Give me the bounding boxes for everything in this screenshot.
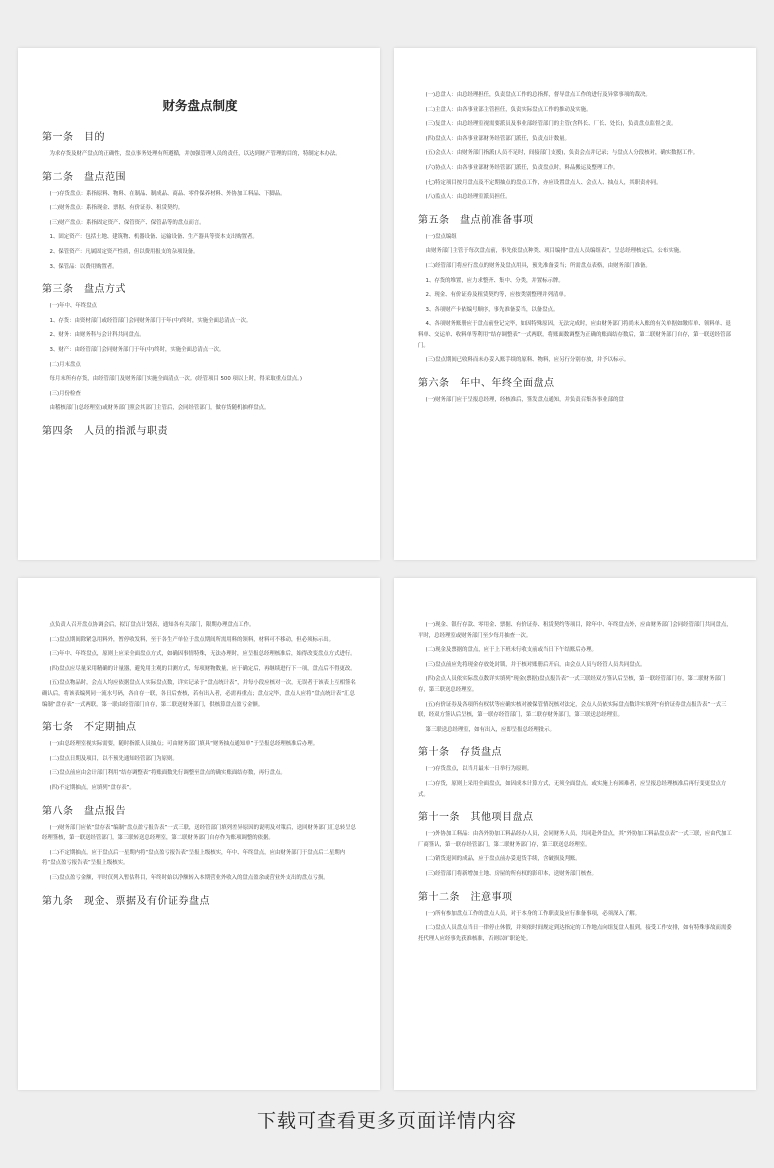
paragraph: (三)财产盘点：系指固定资产、保管资产、保管品等的盘点而言。 xyxy=(49,219,205,226)
paragraph: (二)现金及票据的盘点，应于上下班未行收支前或当日下午结账后办理。 xyxy=(425,647,597,654)
paragraph: 每月末所有存货，由经管部门及财务部门实施全面清点一次。(经管项目 500 项以上时，得采取重点盘点。) xyxy=(49,376,302,383)
paragraph: (二)存货，原则上采用全面盘点，如因成本计算方式，无须全面盘点，或实施上有困难者，应呈报总经理核准后再行变更盘点方式。 xyxy=(418,780,727,798)
paragraph: (三)经管部门将新增加土地、房屋的所有权的影印本，送财务部门核查。 xyxy=(425,870,597,877)
paragraph: (二)盘点人员盘点当日一律停止休假，并须依时间规定到达指定的工作地点向组复盘人报到，接受工作安排，如有特殊事故而需委托代理人应经事先获准核准，否则以旷职论处。 xyxy=(418,925,732,942)
paragraph: (二)盘点日期及项目，以不预先通知经管部门为原则。 xyxy=(49,755,178,762)
paragraph: (三)年中、年终盘点，原则上应采全面盘点方式，如确因事情特殊，无法办理时，应呈报总经理核准后，始得改变盘点方式进行。 xyxy=(49,651,356,658)
paragraph: 第三联送总经理室，如有出入，应即呈报总经理批示。 xyxy=(425,726,555,733)
paragraph: (一)盘点编组 xyxy=(425,233,457,240)
paragraph: (一)存货盘点：系指原料、物料、在制品、制成品、商品、零件保养材料、外协加工料品、下脚品。 xyxy=(49,190,286,197)
paragraph: 由财务部门主管于每次盘点前，事先依盘点种类、项目编排“盘点人员编组表”，呈总经理核定后，公布实施。 xyxy=(425,248,685,255)
paragraph: (一)外协加工料品：由各外协加工料品经办人员，会同财务人员，共同赴外盘点，其“外协加工料品盘点表”一式三联，应由代加工厂商签认，第一联存经管部门，第二联财务部门存，第三联送总经理室。 xyxy=(418,831,732,848)
section-heading: 第十一条 其他项目盘点 xyxy=(418,812,534,824)
document-page-3 xyxy=(18,578,380,1090)
section-heading: 第一条 目的 xyxy=(42,132,105,143)
paragraph: (五)会点人：由财务部门指派(人员不足时，间接部门支援)，负责会点并记录；与盘点人分段核对，确实数据工作。 xyxy=(425,150,699,157)
paragraph: 2、保管资产：凡属固定资产性质，但以费用报支的杂项设备。 xyxy=(49,248,199,255)
paragraph: (一)所有参加盘点工作的盘点人员，对于本身的工作职责及应行准备事项，必须深入了解。 xyxy=(425,910,640,917)
section-heading: 第四条 人员的指派与职责 xyxy=(42,425,168,437)
paragraph: (三)盘点前应由会计部门利用“结存调整表”将账面数先行调整至盘点的确实账面结存数，再行盘点。 xyxy=(49,770,286,777)
paragraph: (三)盘点盈亏金额，平时仅列入暂估科目，年终时始以净额转入本期营业外收入的盘点盈余或营业外支出的盘点亏损。 xyxy=(49,874,329,881)
section-heading: 第八条 盘点报告 xyxy=(42,805,126,817)
paragraph: (四)会点人员依实际盘点数详实填列“现金(票据)盘点报告表”一式三联经双方签认后呈核，第一联经管部门存，第二联财务部门存，第三联送总经理室。 xyxy=(418,676,726,693)
paragraph: (一)现金、银行存款、零用金、票据、有价证券、租赁契约等项目，除年中、年终盘点外，应由财务部门会同经管部门共同盘点，平时，总经理室或财务部门至少每月抽查一次。 xyxy=(418,622,732,639)
document-page-2 xyxy=(394,48,756,560)
paragraph: (三)复盘人：由总经理室视需要派员及事业部经管部门的主管(含科长、厂长、处长)，负责盘点监督之责。 xyxy=(425,121,677,128)
section-heading: 第七条 不定期抽点 xyxy=(42,722,137,734)
paragraph: (一)财务部门应依“盘存表”编制“盘点盈亏报告表”一式三联，送经管部门填列差异原因的说明及对策后，送回财务部门汇总转呈总经理签核，第一联送经管部门，第三联转送总经理室，第二联财务部门自存作为账项调整的依据。 xyxy=(42,824,357,842)
section-heading: 第六条 年中、年终全面盘点 xyxy=(418,377,555,389)
paragraph: (二)主盘人：由各事业部主管担任，负责实际盘点工作的推动及实施。 xyxy=(425,106,592,113)
paragraph: 4、各项财务账册应于盘点前登记完毕，如因特殊原因，无法完成时，应由财务部门将尚未入账的有关单据如缴库单、领料单、退料单、交运单、收料单等利用“结存调整表”一式两联，将账面数调整为正确的账面结存数后，第二联财务部门自存，第一联送经管部门。 xyxy=(418,321,731,349)
paragraph: (四)盘点应尽量采用精确的计量器，避免用主观的目测方式，每项财物数量，应于确定后，再继续进行下一项，盘点后不得更改。 xyxy=(49,665,356,672)
paragraph: (二)盘点期间除紧急用料外，暂停收发料，至于各生产单位于盘点期间所需用料的领料，材料可不移动，但必须标示出。 xyxy=(49,636,335,643)
paragraph: 为求存货及财产盘点的正确性，盘点事务处理有所遵循，并加强管理人员的责任，以达到财产管理的目的，特制定本办法。 xyxy=(49,151,341,157)
paragraph: (一)存货盘点，以当月最末一日举行为原则。 xyxy=(425,766,533,773)
document-page-4 xyxy=(394,578,756,1090)
paragraph: (八)监点人：由总经理室派员担任。 xyxy=(425,194,511,201)
paragraph: 2、财务：由财务科与会计科共同盘点。 xyxy=(49,332,145,339)
paragraph: 3、财产：由经管部门会同财务部门于年(中)终时，实施全面总清点一次。 xyxy=(49,346,225,353)
section-heading: 第十二条 注意事项 xyxy=(418,891,513,903)
section-heading: 第五条 盘点前准备事项 xyxy=(418,214,534,226)
paragraph: (二)经管部门将应行盘点的财务及盘点用具，预先准备妥当；所需盘点表格，由财务部门准备。 xyxy=(425,262,651,269)
download-more-prompt[interactable]: 下载可查看更多页面详情内容 xyxy=(256,1110,517,1132)
paragraph: 3、保管品：以费用购置者。 xyxy=(49,263,118,270)
document-page-1 xyxy=(18,48,380,560)
paragraph: (一)由总经理室视实际需要，随时指派人员抽点；可由财务部门填具“财务抽点通知单”于呈报总经理核准后办理。 xyxy=(49,741,319,748)
paragraph: 1、固定资产：包括土地、建筑物、机器设备、运输设备、生产器具等资本支出购置者。 xyxy=(49,234,258,241)
paragraph: 1、存货的堆置，应力求整齐、集中、分类，并置标示牌。 xyxy=(425,277,564,284)
paragraph: (五)盘点物品时，会点人均应依据盘点人实际盘点数，详实记录于“盘点统计表”，并每小段应核对一次，无误者于该表上互相签名确认后，将该表编列同一流水号码，各自存一联，各日后查核，若有出入者，必需再重点；盘点完毕，盘点人应将“盘点统计表”汇总编制“盘存表”一式两联，第一联由经管部门自存，第二联送财务部门，供核算盘点盈亏金额。 xyxy=(42,680,356,708)
paragraph: (三)月份检查 xyxy=(49,390,81,397)
paragraph: (一)财务部门应于呈报总经理，经核准后，签发盘点通知，并负责召集各事业部的盘 xyxy=(425,396,624,403)
paragraph: (三)盘点期间已收料而未办妥入账手续的原料、物料，应另行分别存放，并予以标示。 xyxy=(425,357,630,364)
paragraph: (一)总盘人：由总经理担任，负责盘点工作的总指挥，督导盘点工作的进行及异常事项的裁决。 xyxy=(425,92,651,98)
paragraph: (四)盘点人：由各事业部财务经管部门派任，负责点计数量。 xyxy=(425,135,570,142)
paragraph: (二)月末盘点 xyxy=(49,361,81,368)
paragraph: (二)不定期抽点，应于盘点后一星期内将“盘点盈亏报告表”呈报上级核实，年中、年终盘点，应由财务部门于盘点后二星期内将“盘点盈亏报告表”呈报上级核实。 xyxy=(42,849,346,867)
paragraph: 2、现金、有价证券及租赁契约等，应按类别整理并列清单。 xyxy=(425,292,570,299)
paragraph: (四)不定期抽点，应填列“盘存表”。 xyxy=(49,784,135,791)
paragraph: 1、存货：由资材部门或经管部门会同财务部门于年(中)终时，实施全面总清点一次。 xyxy=(49,317,252,324)
paragraph: (二)财务盘点：系指现金、票据、有价证券、租赁契约。 xyxy=(49,205,184,212)
document-title: 财务盘点制度 xyxy=(162,98,238,113)
paragraph: (七)特定项目按月盘点及不定期抽点的盘点工作，亦应设置盘点人、会点人、抽点人，其职责亦同。 xyxy=(425,179,662,186)
paragraph: (六)协点人：由各事业部财务经管部门派任，负责盘点时，料品搬运及整理工作。 xyxy=(425,164,619,171)
section-heading: 第十条 存货盘点 xyxy=(418,747,502,759)
paragraph: (一)年中、年终盘点 xyxy=(49,303,97,310)
section-heading: 第二条 盘点范围 xyxy=(42,171,126,183)
paragraph: 点负责人召开盘点协调会后，拟订盘点计划表，通知各有关部门，限期办理盘点工作。 xyxy=(49,622,255,628)
section-heading: 第三条 盘点方式 xyxy=(42,284,126,296)
paragraph: 3、各项财产卡依编号顺序，事先准备妥当，以备盘点。 xyxy=(425,306,559,313)
paragraph: (三)盘点前应先将现金存放处封锁，并于核对账册后开启，由会点人员与经管人员共同盘点。 xyxy=(425,661,646,668)
paragraph: 由稽核部门(总经理室)或财务部门照会其部门主管后，会同经管部门，做存货随机抽样盘点。 xyxy=(49,405,270,412)
paragraph: (二)销货退回的成品，应于盘点前办妥退货手续，含破损及判账。 xyxy=(425,856,581,863)
section-heading: 第九条 现金、票据及有价证券盘点 xyxy=(42,895,210,907)
paragraph: (五)有价证券及各项所有权状等应确实核对被保管情况核对法定，会点人员依实际盘点数详实填列“有价证券盘点报告表”一式三联，经双方签认后呈核，第一联存经管部门，第二联存财务部门，第三联送总经理室。 xyxy=(418,701,727,719)
